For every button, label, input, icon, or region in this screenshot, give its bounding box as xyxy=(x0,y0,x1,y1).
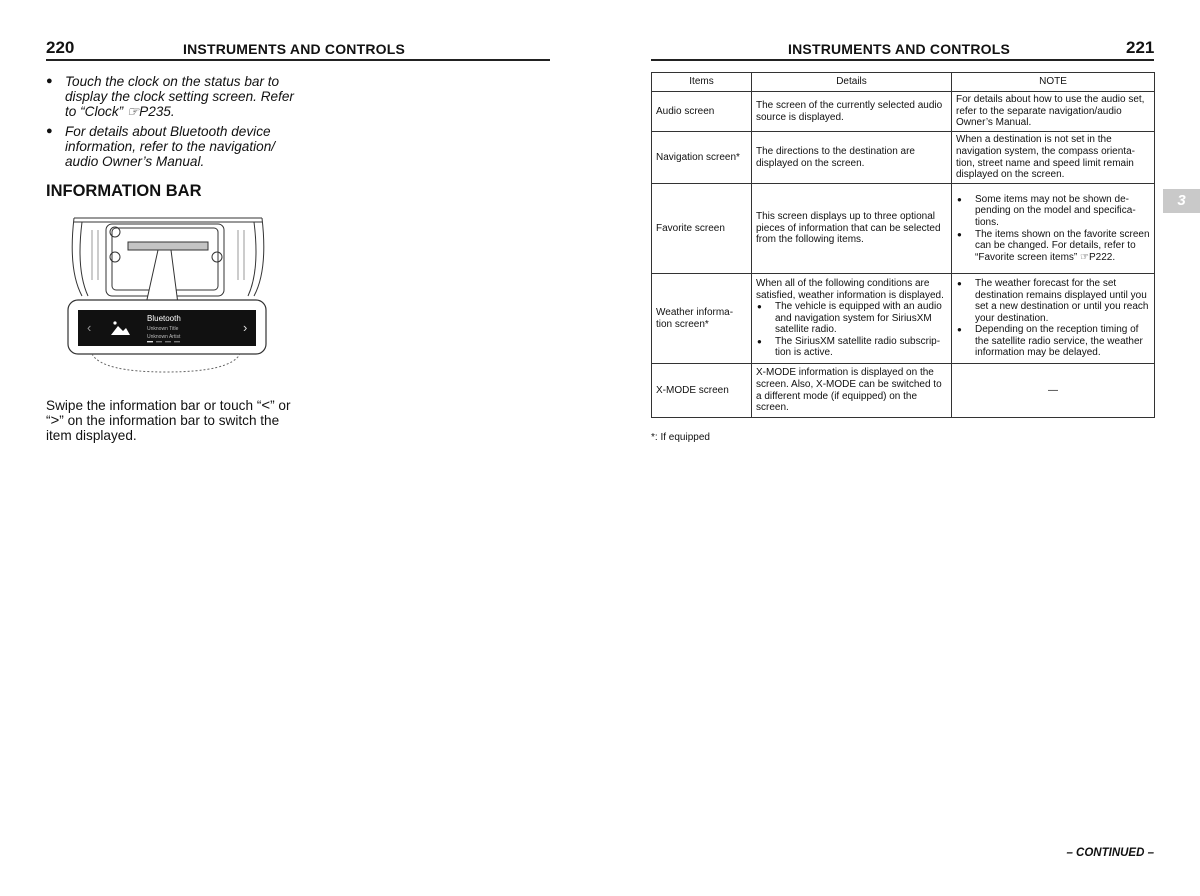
list-item: ● The vehicle is equipped with an audio and navigation system for SiriusXM satellite radio. xyxy=(757,301,942,336)
table-header-row xyxy=(652,73,1155,92)
right-arrow-icon[interactable]: › xyxy=(243,320,248,335)
table-row xyxy=(652,274,1155,364)
item-cell: X-MODE screen xyxy=(652,364,752,418)
right-page-number: 221 xyxy=(1126,38,1155,57)
table-row xyxy=(652,132,1155,184)
details-cell: The screen of the currently selected audio source is displayed. xyxy=(752,92,952,132)
item-cell: Navigation screen* xyxy=(652,132,752,184)
bullet-icon: ● xyxy=(757,302,762,312)
details-cell: The directions to the destination are displayed on the screen. xyxy=(752,132,952,184)
left-page-number: 220 xyxy=(46,38,75,57)
bullet-icon: ● xyxy=(46,124,53,137)
note-cell xyxy=(952,184,1155,274)
information-bar-highlight xyxy=(128,242,208,250)
callout-base xyxy=(92,354,240,372)
bullet-icon: ● xyxy=(957,229,962,239)
table-row xyxy=(652,92,1155,132)
column-header-note: NOTE xyxy=(952,73,1155,92)
note-cell: — xyxy=(952,364,1155,418)
left-chevron-icon: < xyxy=(261,397,271,414)
list-item xyxy=(46,74,301,120)
item-cell: Audio screen xyxy=(652,92,752,132)
bullet-icon: ● xyxy=(957,278,962,288)
bullet-icon: ● xyxy=(757,336,762,346)
list-item: ● Depending on the reception timing of the satellite radio service, the weather information may be delayed. xyxy=(957,324,1143,359)
details-cell: This screen displays up to three optional pieces of information that can be selected from the following items. xyxy=(752,184,952,274)
bullet-text: Touch the clock on the status bar to display the clock setting screen. Refer to “Clock” ☞P235. xyxy=(65,74,294,120)
bar-line-2: Unknown Artist xyxy=(147,334,181,340)
left-arrow-icon[interactable]: ‹ xyxy=(87,320,92,335)
item-cell: Favorite screen xyxy=(652,184,752,274)
column-header-items: Items xyxy=(652,73,752,92)
section-title: INFORMATION BAR xyxy=(46,182,202,200)
right-header-rule xyxy=(651,59,1154,61)
table-row xyxy=(652,364,1155,418)
details-cell: X-MODE information is displayed on the screen. Also, X-MODE can be switched to a different mode (if equipped) on the screen. xyxy=(752,364,952,418)
note-bullet-list xyxy=(46,74,301,173)
bullet-text: For details about Bluetooth device information, refer to the navigation/ audio Owner’s Manual. xyxy=(65,123,276,170)
continued-label: – CONTINUED – xyxy=(1066,847,1154,859)
screen-items-table xyxy=(651,72,1155,418)
right-header-title: INSTRUMENTS AND CONTROLS xyxy=(788,41,1011,57)
bar-line-1: Unknown Title xyxy=(147,326,179,332)
list-item: ● The SiriusXM satellite radio subscrip-tion is active. xyxy=(757,335,941,359)
information-bar-illustration xyxy=(62,210,274,376)
bullet-icon: ● xyxy=(46,75,53,87)
list-item xyxy=(46,124,301,170)
column-header-details: Details xyxy=(752,73,952,92)
note-cell: When a destination is not set in the navigation system, the compass orienta-tion, street name and speed limit remain displayed on the screen. xyxy=(952,132,1155,184)
left-header-title: INSTRUMENTS AND CONTROLS xyxy=(183,41,406,57)
list-item: ● Some items may not be shown de-pending on the model and specifica-tions. xyxy=(957,193,1136,228)
footnote: *: If equipped xyxy=(651,432,710,443)
note-cell xyxy=(952,274,1155,364)
callout-connector xyxy=(146,250,178,304)
bar-title: Bluetooth xyxy=(147,314,181,323)
table-row xyxy=(652,184,1155,274)
swipe-instruction: Swipe the information bar or touch “<” or “>” on the information bar to switch the item displayed. xyxy=(46,397,291,444)
list-item: ● The weather forecast for the set destination remains displayed until you set a new destination or until you reach your destination. xyxy=(957,277,1149,324)
item-cell: Weather informa-tion screen* xyxy=(652,274,752,364)
bullet-icon: ● xyxy=(957,325,962,335)
note-cell: For details about how to use the audio set, refer to the separate navigation/audio Owner’s Manual. xyxy=(952,92,1155,132)
chapter-tab: 3 xyxy=(1163,189,1200,213)
bullet-icon: ● xyxy=(957,194,962,204)
left-header-rule xyxy=(46,59,550,61)
list-item: ● The items shown on the favorite screen can be changed. For details, refer to “Favorite screen items” ☞P222. xyxy=(957,228,1150,263)
right-chevron-icon: > xyxy=(50,412,60,430)
details-cell: When all of the following conditions are satisfied, weather information is displayed. ● The vehicle is equipped with an audio and navigation system for SiriusXM satellite radio. ● The SiriusXM satellite radio subscrip-tion is active. xyxy=(752,274,952,364)
